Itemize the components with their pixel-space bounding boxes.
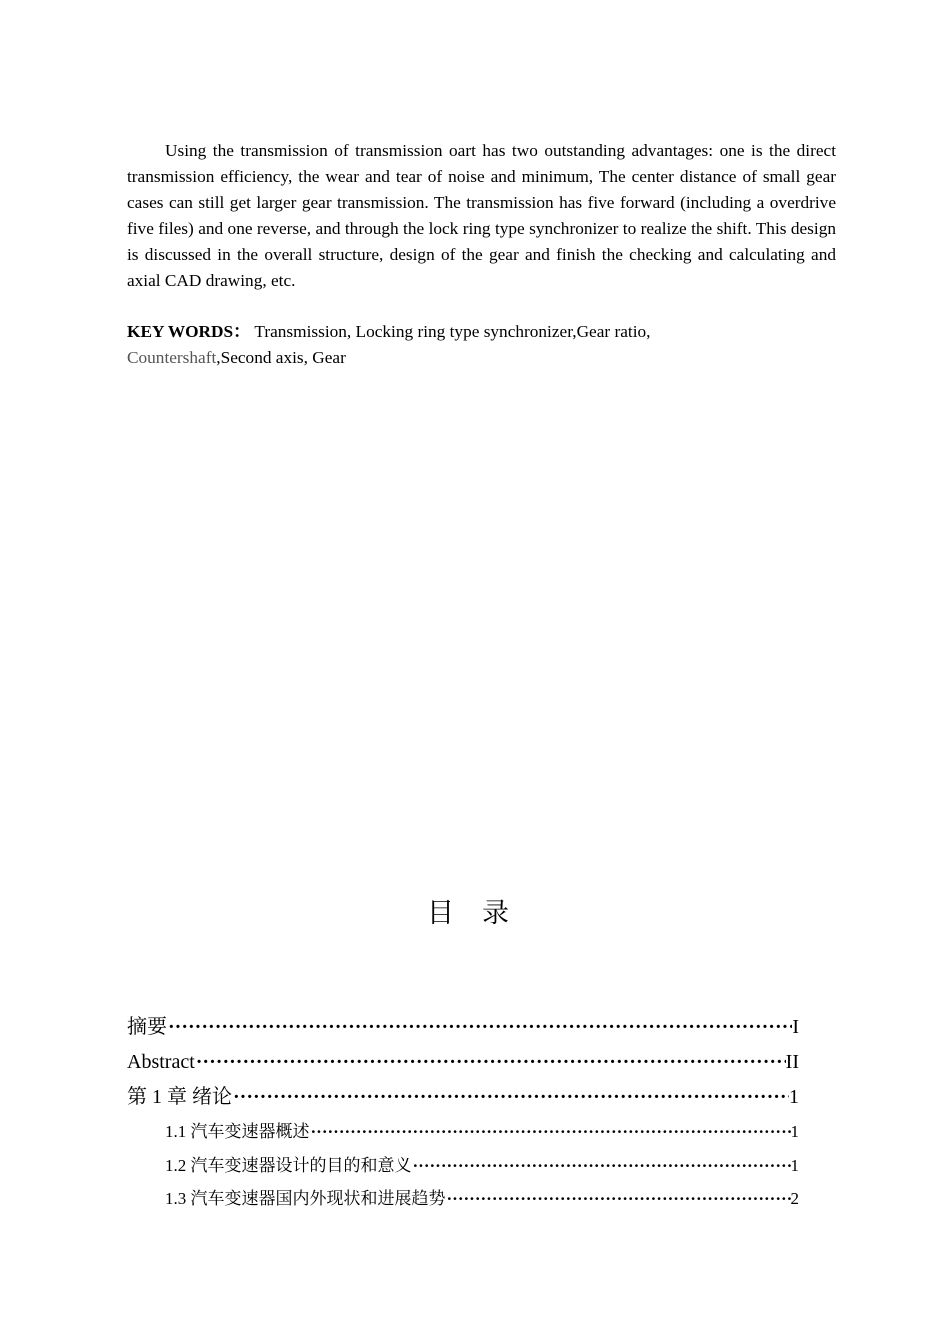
toc-entry-page: II xyxy=(785,1051,799,1073)
toc-entry-label: 1.2 汽车变速器设计的目的和意义 xyxy=(165,1155,412,1175)
toc-entry-page: I xyxy=(792,1016,799,1038)
toc-entry-page: 1 xyxy=(790,1155,799,1175)
toc-entry-label: 1.3 汽车变速器国内外现状和进展趋势 xyxy=(165,1189,446,1208)
toc-leader-dots xyxy=(446,1182,791,1216)
toc-entry-label: 摘要 xyxy=(127,1016,167,1038)
toc-entry-page: 2 xyxy=(790,1189,799,1208)
toc-leader-dots xyxy=(195,1045,786,1080)
keywords-text-part1: Transmission, Locking ring type synchronizer,Gear ratio, xyxy=(250,322,651,341)
keywords-countershaft: Countershaft xyxy=(127,348,217,367)
toc-leader-dots xyxy=(412,1149,791,1183)
keywords-label: KEY WORDS： xyxy=(127,322,251,341)
toc-leader-dots xyxy=(310,1115,791,1149)
toc-entry-section-1-2[interactable] xyxy=(127,1149,799,1183)
toc-entry-label: 第 1 章 绪论 xyxy=(127,1086,232,1108)
toc-leader-dots xyxy=(167,1010,792,1045)
keywords-line xyxy=(127,319,836,371)
toc-entry-abstract-cn[interactable] xyxy=(127,1010,799,1045)
toc-title: 目录 xyxy=(427,898,537,929)
toc-entry-section-1-3[interactable] xyxy=(127,1182,799,1216)
toc-entry-page: 1 xyxy=(789,1086,799,1108)
keywords-text-part2: ,Second axis, Gear xyxy=(216,348,346,367)
toc-leader-dots xyxy=(232,1080,789,1115)
table-of-contents xyxy=(127,1010,799,1216)
abstract-paragraph: Using the transmission of transmission oart has two outstanding advantages: one is the direct transmission efficiency, the wear and tear of noise and minimum, The center distance of small gear cases can still get larger gear transmission. The transmission has five forward (including a overdrive five files) and one reverse, and through the lock ring type synchronizer to realize the shift. This design is discussed in the overall structure, design of the gear and finish the checking and calculating and axial CAD drawing, etc. xyxy=(127,141,836,290)
toc-entry-label: 1.1 汽车变速器概述 xyxy=(165,1122,310,1141)
toc-entry-section-1-1[interactable] xyxy=(127,1115,799,1149)
toc-entry-page: 1 xyxy=(790,1122,799,1141)
toc-entry-abstract-en[interactable] xyxy=(127,1045,799,1080)
toc-entry-label: Abstract xyxy=(127,1051,195,1073)
toc-entry-chapter-1[interactable] xyxy=(127,1080,799,1115)
